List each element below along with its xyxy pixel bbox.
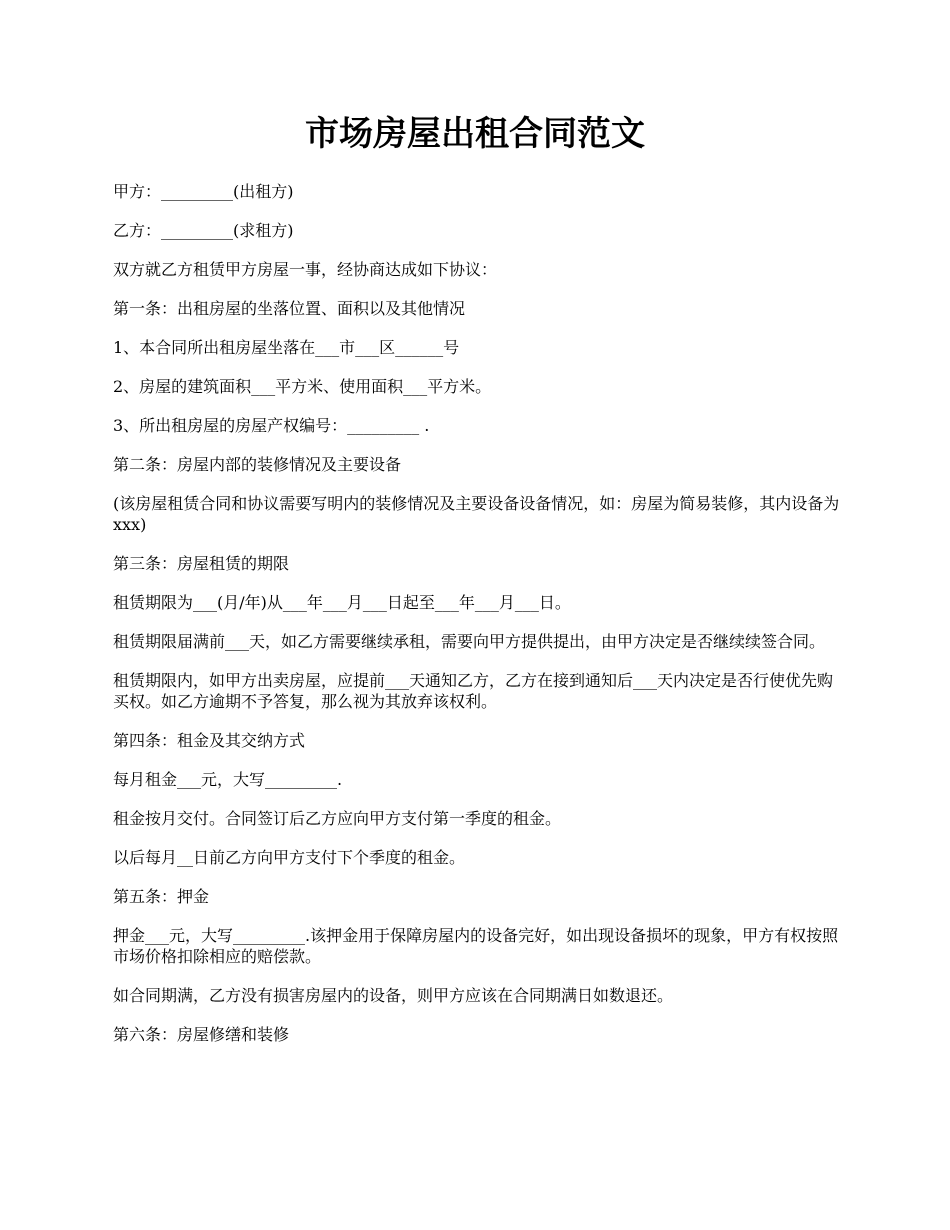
- lease-term: 租赁期限为___(月/年)从___年___月___日起至___年___月___日。: [113, 593, 571, 612]
- deposit-terms: 押金___元，大写_________.该押金用于保障房屋内的设备完好，如出现设备损坏的现象，甲方有权按照市场价格扣除相应的赔偿款。: [113, 926, 839, 966]
- article-6-heading: 第六条：房屋修缮和装修: [113, 1025, 290, 1044]
- document-title: 市场房屋出租合同范文: [305, 114, 645, 154]
- article-5-heading: 第五条：押金: [113, 887, 210, 906]
- monthly-rent: 每月租金___元，大写_________.: [113, 770, 343, 789]
- rent-payment: 租金按月交付。合同签订后乙方应向甲方支付第一季度的租金。: [113, 809, 562, 828]
- lease-preemption: 租赁期限内，如甲方出卖房屋，应提前___天通知乙方，乙方在接到通知后___天内决定是否行使优先购买权。如乙方逾期不予答复，那么视为其放弃该权利。: [113, 671, 834, 711]
- article-1-heading: 第一条：出租房屋的坐落位置、面积以及其他情况: [113, 299, 466, 318]
- article-4-heading: 第四条：租金及其交纳方式: [113, 731, 306, 750]
- article-1-item-1: 1、本合同所出租房屋坐落在___市___区______号: [113, 338, 460, 357]
- article-2-note: (该房屋租赁合同和协议需要写明内的装修情况及主要设备设备情况，如：房屋为简易装修，其内设备为xxx): [113, 494, 840, 534]
- article-1-item-3: 3、所出租房屋的房屋产权编号：_________ .: [113, 416, 430, 435]
- deposit-refund: 如合同期满，乙方没有损害房屋内的设备，则甲方应该在合同期满日如数退还。: [113, 986, 674, 1005]
- party-b-line: 乙方：_________(求租方): [113, 221, 294, 240]
- article-3-heading: 第三条：房屋租赁的期限: [113, 554, 290, 573]
- agreement-intro: 双方就乙方租赁甲方房屋一事，经协商达成如下协议：: [113, 260, 498, 279]
- article-2-heading: 第二条：房屋内部的装修情况及主要设备: [113, 455, 402, 474]
- rent-schedule: 以后每月__日前乙方向甲方支付下个季度的租金。: [113, 848, 466, 867]
- document-body: [113, 181, 841, 1063]
- party-a-line: 甲方：_________(出租方): [113, 182, 294, 201]
- article-1-item-2: 2、房屋的建筑面积___平方米、使用面积___平方米。: [113, 377, 492, 396]
- lease-renewal: 租赁期限届满前___天，如乙方需要继续承租，需要向甲方提供提出，由甲方决定是否继续续签合同。: [113, 632, 826, 651]
